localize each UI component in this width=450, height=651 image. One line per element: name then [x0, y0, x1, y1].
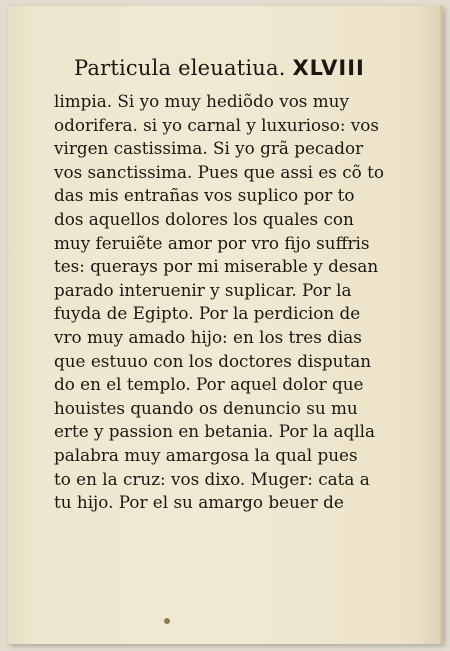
- text-line: limpia. Si yo muy hediõdo vos muy: [54, 91, 349, 111]
- text-line: tes: querays por mi miserable y desan: [54, 256, 379, 277]
- folio-number: XLVIII: [292, 56, 365, 80]
- text-line: parado interuenir y suplicar. Por la: [54, 279, 352, 300]
- text-line: houistes quando os denuncio su mu: [54, 397, 358, 418]
- text-line: das mis entrañas vos suplico por to: [54, 185, 355, 206]
- text-block: [54, 90, 394, 515]
- text-line: to en la cruz: vos dixo. Muger: cata a: [54, 468, 370, 489]
- running-header: [74, 56, 365, 80]
- header-title: Particula eleuatiua.: [74, 56, 286, 80]
- book-page: [8, 6, 443, 644]
- text-line: que estuuo con los doctores disputan: [54, 350, 372, 371]
- text-line: do en el templo. Por aquel dolor que: [54, 374, 364, 395]
- text-line: palabra muy amargosa la qual pues: [54, 444, 358, 465]
- text-line: vos sanctissima. Pues que assi es cõ to: [54, 161, 384, 182]
- text-line: erte y passion en betania. Por la aqlla: [54, 421, 375, 442]
- text-line: muy feruiẽte amor por vro fijo suffris: [54, 232, 370, 253]
- ink-spot: [164, 618, 170, 624]
- text-line: virgen castissima. Si yo grã pecador: [54, 138, 364, 159]
- text-line: fuyda de Egipto. Por la perdicion de: [54, 303, 361, 324]
- text-line: odorifera. si yo carnal y luxurioso: vos: [54, 114, 379, 135]
- text-line: tu hijo. Por el su amargo beuer de: [54, 492, 344, 513]
- text-line: vro muy amado hijo: en los tres dias: [54, 326, 362, 347]
- text-line: dos aquellos dolores los quales con: [54, 208, 354, 229]
